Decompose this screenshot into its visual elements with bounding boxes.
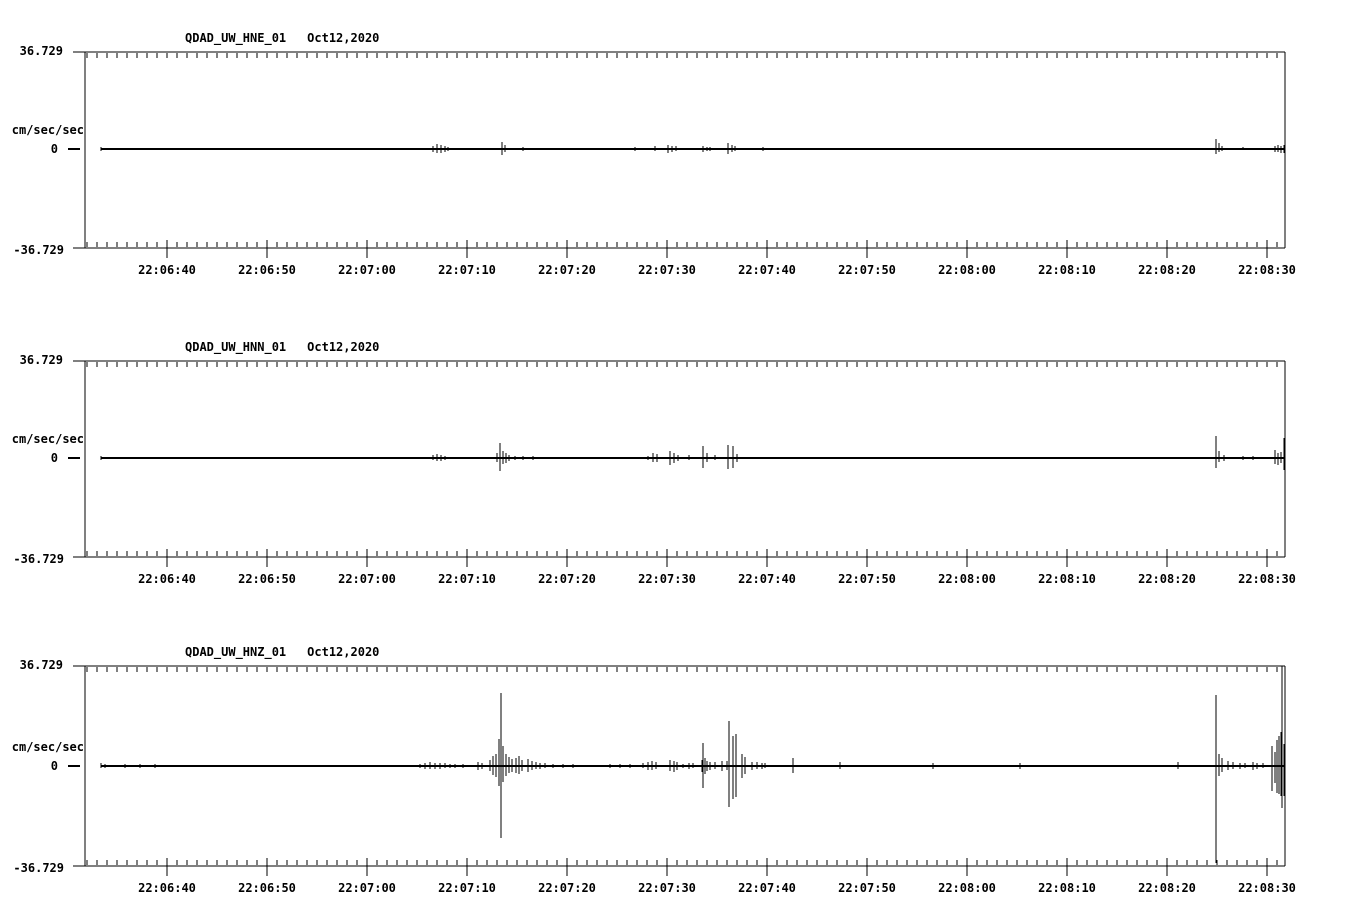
- y-axis-min-label: -36.729: [13, 243, 64, 257]
- y-axis-unit-label: cm/sec/sec: [11, 432, 84, 446]
- time-tick-label: 22:07:40: [738, 881, 796, 895]
- y-axis-max-label: 36.729: [19, 658, 63, 672]
- time-tick-label: 22:07:30: [638, 881, 696, 895]
- time-tick-label: 22:07:30: [638, 572, 696, 586]
- time-tick-label: 22:07:50: [838, 263, 896, 277]
- time-tick-label: 22:08:30: [1238, 881, 1296, 895]
- time-tick-label: 22:08:20: [1138, 881, 1196, 895]
- time-tick-label: 22:08:00: [938, 881, 996, 895]
- panel-title: [185, 340, 379, 354]
- time-tick-label: 22:08:30: [1238, 572, 1296, 586]
- time-tick-label: 22:06:50: [238, 881, 296, 895]
- time-tick-label: 22:08:10: [1038, 881, 1096, 895]
- y-axis-min-label: -36.729: [13, 861, 64, 875]
- time-tick-label: 22:07:30: [638, 263, 696, 277]
- time-tick-label: 22:07:40: [738, 263, 796, 277]
- panel-title: [185, 645, 379, 659]
- y-axis-min-label: -36.729: [13, 552, 64, 566]
- time-tick-label: 22:07:20: [538, 881, 596, 895]
- y-axis-zero-label: 0: [50, 759, 58, 773]
- time-tick-label: 22:06:40: [138, 881, 196, 895]
- time-tick-label: 22:07:10: [438, 881, 496, 895]
- y-axis-unit-label: cm/sec/sec: [11, 740, 84, 754]
- time-tick-label: 22:07:20: [538, 572, 596, 586]
- date-label: Oct12,2020: [307, 31, 380, 45]
- time-tick-label: 22:08:00: [938, 572, 996, 586]
- time-tick-label: 22:07:40: [738, 572, 796, 586]
- date-label: Oct12,2020: [307, 340, 380, 354]
- time-tick-label: 22:08:00: [938, 263, 996, 277]
- time-tick-label: 22:07:00: [338, 572, 396, 586]
- date-label: Oct12,2020: [307, 645, 380, 659]
- y-axis-max-label: 36.729: [19, 353, 63, 367]
- time-tick-label: 22:07:10: [438, 572, 496, 586]
- time-tick-label: 22:06:50: [238, 263, 296, 277]
- y-axis-unit-label: cm/sec/sec: [11, 123, 84, 137]
- station-channel-label: QDAD_UW_HNZ_01: [185, 645, 287, 659]
- time-tick-label: 22:07:10: [438, 263, 496, 277]
- y-axis-max-label: 36.729: [19, 44, 63, 58]
- panel-title: [185, 31, 379, 45]
- time-tick-label: 22:08:20: [1138, 263, 1196, 277]
- y-axis-zero-label: 0: [50, 142, 58, 156]
- time-tick-label: 22:07:00: [338, 263, 396, 277]
- time-tick-label: 22:08:30: [1238, 263, 1296, 277]
- time-tick-label: 22:07:50: [838, 881, 896, 895]
- y-axis-zero-label: 0: [50, 451, 58, 465]
- time-tick-label: 22:06:40: [138, 572, 196, 586]
- time-tick-label: 22:08:20: [1138, 572, 1196, 586]
- station-channel-label: QDAD_UW_HNN_01: [185, 340, 287, 354]
- time-tick-label: 22:07:50: [838, 572, 896, 586]
- station-channel-label: QDAD_UW_HNE_01: [185, 31, 287, 45]
- time-tick-label: 22:06:50: [238, 572, 296, 586]
- time-tick-label: 22:06:40: [138, 263, 196, 277]
- time-tick-label: 22:08:10: [1038, 572, 1096, 586]
- time-tick-label: 22:08:10: [1038, 263, 1096, 277]
- time-tick-label: 22:07:00: [338, 881, 396, 895]
- time-tick-label: 22:07:20: [538, 263, 596, 277]
